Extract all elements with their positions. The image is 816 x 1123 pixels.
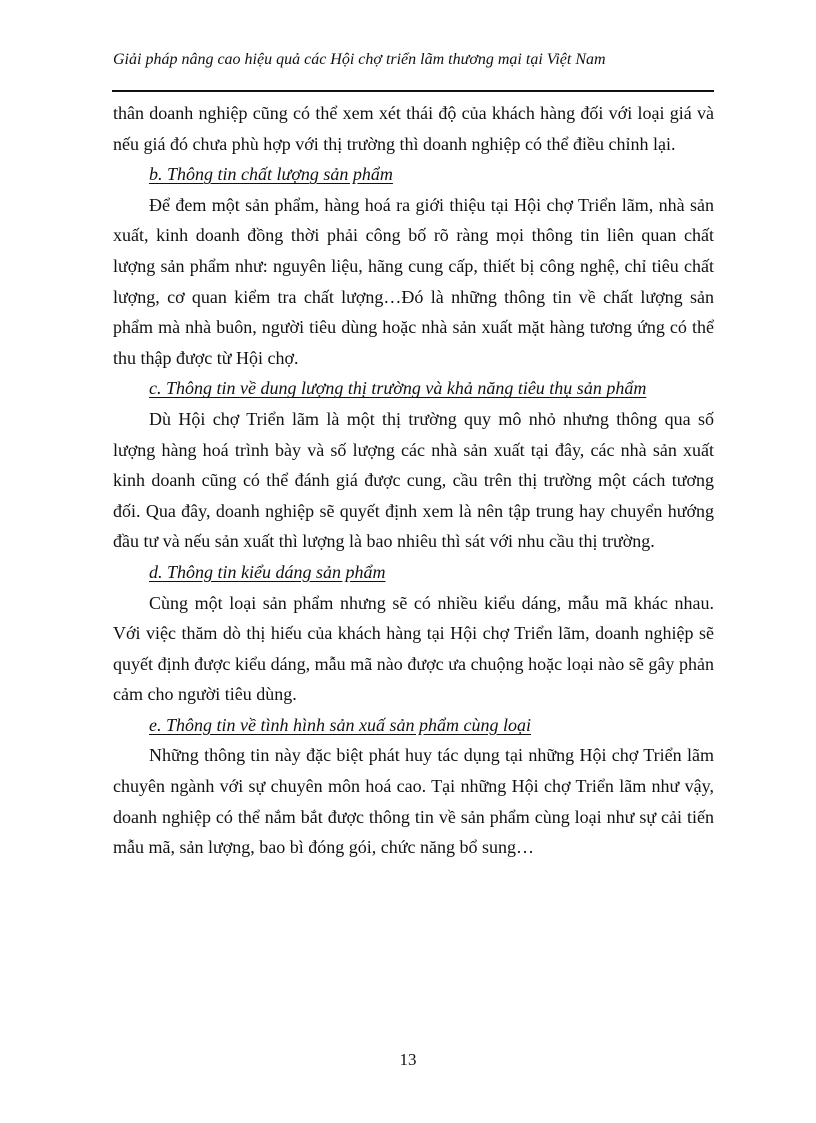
section-heading-c: c. Thông tin về dung lượng thị trường và khả năng tiêu thụ sản phẩm xyxy=(149,378,647,399)
page-body xyxy=(113,98,714,863)
paragraph-c: Dù Hội chợ Triển lãm là một thị trường quy mô nhỏ nhưng thông qua số lượng hàng hoá trình bày và số lượng các nhà sản xuất tại đây, các nhà sản xuất kinh doanh cũng có thể đánh giá được cung, cầu trên thị trường một cách tương đối. Qua đây, doanh nghiệp sẽ quyết định xem là nên tập trung hay chuyển hướng đầu tư và nếu sản xuất thì lượng là bao nhiêu thì sát với nhu cầu thị trường. xyxy=(113,408,714,552)
header-divider xyxy=(112,90,714,92)
paragraph-e: Những thông tin này đặc biệt phát huy tác dụng tại những Hội chợ Triển lãm chuyên ngành với sự chuyên môn hoá cao. Tại những Hội chợ Triển lãm như vậy, doanh nghiệp có thể nắm bắt được thông tin về sản phẩm cùng loại như sự cải tiến mẫu mã, sản lượng, bao bì đóng gói, chức năng bổ sung… xyxy=(113,745,714,858)
running-header: Giải pháp nâng cao hiệu quả các Hội chợ triển lãm thương mại tại Việt Nam xyxy=(113,51,606,68)
page-number: 13 xyxy=(399,1050,417,1069)
paragraph-b: Để đem một sản phẩm, hàng hoá ra giới thiệu tại Hội chợ Triển lãm, nhà sản xuất, kinh doanh đồng thời phải công bố rõ ràng mọi thông tin liên quan chất lượng sản phẩm như: nguyên liệu, hãng cung cấp, thiết bị công nghệ, chỉ tiêu chất lượng, cơ quan kiểm tra chất lượng…Đó là những thông tin về chất lượng sản phẩm mà nhà buôn, người tiêu dùng hoặc nhà sản xuất mặt hàng tương ứng có thể thu thập được từ Hội chợ. xyxy=(113,194,714,368)
section-heading-b: b. Thông tin chất lượng sản phẩm xyxy=(149,164,393,185)
section-heading-e: e. Thông tin về tình hình sản xuấ sản phẩm cùng loại xyxy=(149,714,531,735)
paragraph-d: Cùng một loại sản phẩm nhưng sẽ có nhiều kiểu dáng, mẫu mã khác nhau. Với việc thăm dò thị hiếu của khách hàng tại Hội chợ Triển lãm, doanh nghiệp sẽ quyết định được kiểu dáng, mẫu mã nào được ưa chuộng hoặc loại nào sẽ gây phản cảm cho người tiêu dùng. xyxy=(113,592,714,705)
continuation-paragraph: thân doanh nghiệp cũng có thể xem xét thái độ của khách hàng đối với loại giá và nếu giá đó chưa phù hợp với thị trường thì doanh nghiệp có thể điều chỉnh lại. xyxy=(113,103,714,154)
section-heading-d: d. Thông tin kiểu dáng sản phẩm xyxy=(149,561,386,582)
